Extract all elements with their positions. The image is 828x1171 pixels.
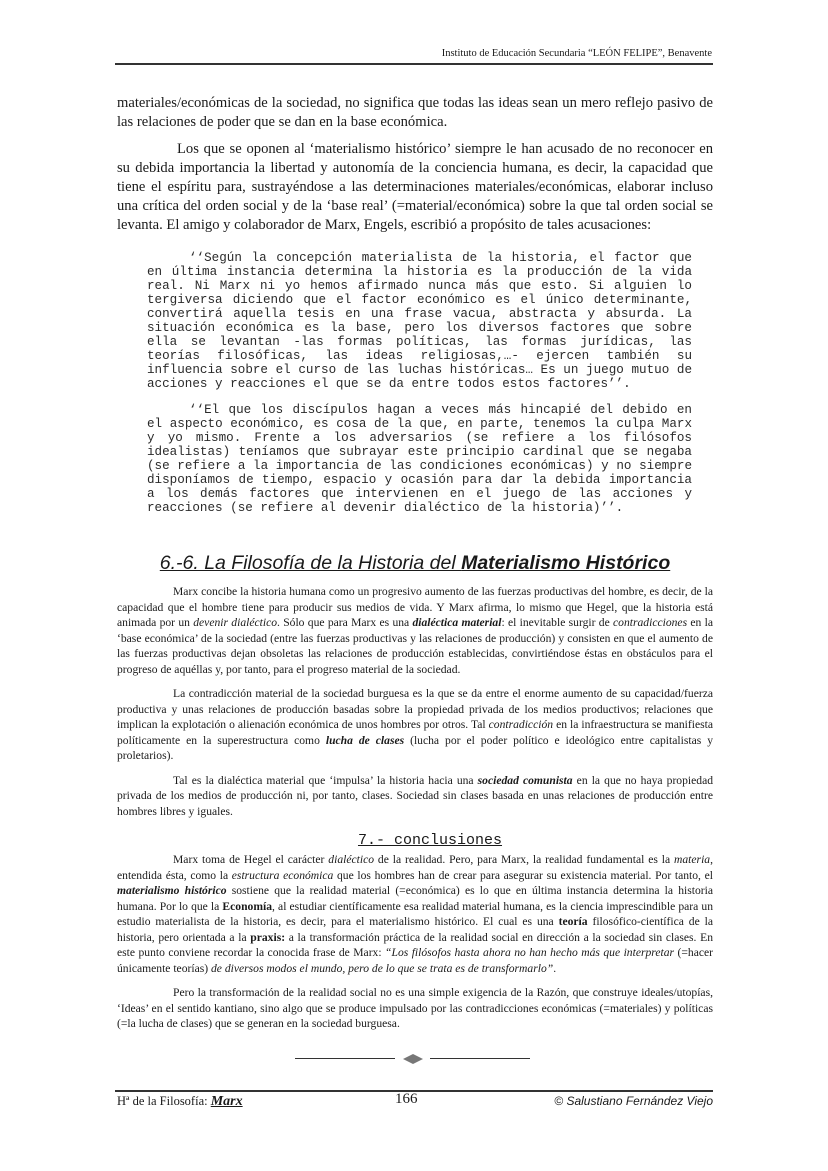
text-run: materialismo histórico — [117, 884, 227, 897]
engels-quote — [147, 251, 692, 527]
text-run: materiales/económicas de la sociedad, no significa que todas las ideas sean un mero reflejo pasivo de las relaciones de poder que se dan en la base económica. — [117, 95, 713, 130]
text-run: contradicción — [488, 718, 554, 731]
text-run: “Los filósofos hasta ahora no han hecho más que interpretar — [385, 946, 675, 959]
running-header: Instituto de Educación Secundaria “LEÓN FELIPE”, Benavente — [441, 48, 712, 59]
diamond-ornament-icon — [403, 1054, 423, 1064]
text-run: praxis: — [250, 930, 286, 944]
text-run: sostiene que la realidad material (=económica) es lo que en última instancia determina la historia humana. Por lo que la — [117, 884, 713, 913]
text-run: devenir dialéctico — [193, 616, 278, 629]
page-number: 166 — [395, 1091, 418, 1107]
footer-subject-name: Marx — [210, 1094, 243, 1109]
text-run: Pero la transformación de la realidad social no es una simple exigencia de la Razón, que construye ideales/utopías, ‘Ideas’ en el sentido kantiano, sino algo que se produce impulsado por las contradicciones económicas (=materiales) y políticas (=la lucha de clases) que se generan en la sociedad burguesa. — [117, 986, 713, 1030]
text-run: de la realidad. Pero, para Marx, la realidad fundamental es la — [374, 853, 675, 866]
text-run: , al estudiar científicamente esa realidad material humana, es la ciencia imprescindible para un estudio materialista de la historia, es decir, para el materialismo histórico. El cual es una — [117, 899, 713, 928]
paragraph — [117, 94, 713, 132]
text-run: (=hacer únicamente teorías) — [117, 946, 713, 975]
separator-line — [430, 1058, 530, 1059]
text-run: La contradicción material de la sociedad burguesa es la que se da entre el enorme aumento de su capacidad/fuerza productiva y unas relaciones de producción basadas sobre la propiedad privada de los medios productivos; relaciones que implican la explotación o alienación económica de unos hombres por otros. Tal — [117, 687, 713, 731]
section-heading — [117, 552, 713, 575]
paragraph — [117, 584, 713, 677]
text-run: dialéctica material — [412, 616, 502, 629]
text-run: sociedad comunista — [477, 773, 573, 787]
text-run: filosófico-científica de la historia, pero orientada a la — [117, 915, 713, 944]
text-run: : el inevitable surgir de — [501, 616, 614, 629]
section-7-body — [117, 852, 713, 1041]
text-run: dialéctico — [328, 853, 375, 866]
text-run: . Sólo que para Marx es una — [277, 616, 413, 629]
paragraph — [117, 985, 713, 1032]
conclusions-heading: 7.- conclusiones — [357, 832, 503, 849]
text-run: materia — [674, 853, 711, 866]
section-heading-text: 6.-6. La Filosofía de la Historia del — [159, 552, 462, 574]
header-rule — [115, 63, 713, 65]
text-run: que los hombres han de crear para asegurar su existencia material. Por tanto, el — [333, 868, 713, 882]
footer-subject-prefix: Hª de la Filosofía: — [117, 1094, 211, 1108]
text-run: Marx concibe la historia humana como un progresivo aumento de las fuerzas productivas del hombre, es decir, de la capacidad que el hombre tiene para producir sus medios de vida. Y Marx afirma, lo mismo que Hegel, que la historia está animada por un — [117, 585, 713, 629]
section-6-body — [117, 584, 713, 828]
text-run: de diversos modos el mundo, pero de lo que se trata es de transformarlo” — [211, 961, 554, 975]
footer-copyright: © Salustiano Fernández Viejo — [554, 1094, 713, 1108]
text-run: en la que no haya propiedad privada de los medios de producción ni, por tanto, clases. Sociedad sin clases basada en unas relaciones de producción entre hombres libres y iguales. — [117, 773, 714, 818]
text-run: Tal es la dialéctica material que ‘impulsa’ la historia hacia una — [173, 773, 478, 787]
text-run: . — [553, 961, 557, 975]
text-run: en la ‘base económica’ de la sociedad (entre las fuerzas productivas y las relaciones de producción) y consisten en que el aumento de las fuerzas productivas dejan obsoletas las relaciones de producción establecidas, convirtiéndose éstas en obstáculos para el progreso de aquéllas y, por tanto, para el progreso material de la sociedad. — [117, 616, 714, 676]
quote-paragraph: ‘‘Según la concepción materialista de la historia, el factor que en última instancia determina la historia es la producción de la vida real. Ni Marx ni yo hemos afirmado nunca más que esto. Si alguien lo tergiversa diciendo que el factor económico es el único determinante, convertirá aquella tesis en una frase vacua, abstracta y absurda. La situación económica es la base, pero los diversos factores que sobre ella se levantan -las formas políticas, las formas jurídicas, las teorías filosóficas, las ideas religiosas,…- ejercen también su influencia sobre el curso de las luchas históricas… Es un juego mutuo de acciones y reacciones el que se da entre todos estos factores’’. — [147, 251, 692, 391]
paragraph — [117, 140, 713, 235]
text-run: , entendida ésta, como la — [117, 853, 713, 882]
text-run: en la infraestructura se manifiesta políticamente en la superestructura como — [117, 718, 713, 747]
paragraph — [117, 852, 713, 976]
separator-line — [295, 1058, 395, 1059]
text-run: Marx toma de Hegel el carácter — [173, 853, 329, 866]
text-run: contradicciones — [613, 616, 688, 629]
paragraph — [117, 686, 713, 764]
footer-subject — [117, 1094, 243, 1110]
text-run: estructura económica — [231, 868, 334, 882]
section-heading-bold: Materialismo Histórico — [461, 552, 671, 574]
text-run: Economía — [222, 899, 273, 913]
intro-section — [117, 94, 713, 243]
text-run: teoría — [558, 915, 588, 928]
text-run: a la transformación práctica de la realidad social en dirección a la sociedad sin clases. En este punto conviene recordar la conocida frase de Marx: — [117, 930, 713, 959]
paragraph — [117, 773, 713, 820]
text-run: lucha de clases — [325, 733, 405, 747]
section-separator — [295, 1054, 530, 1064]
text-run: (lucha por el poder político e ideológico entre capitalistas y proletarios). — [117, 733, 713, 762]
quote-paragraph: ‘‘El que los discípulos hagan a veces más hincapié del debido en el aspecto económico, es cosa de la que, en parte, tenemos la culpa Marx y yo mismo. Frente a los adversarios (se refiere a los filósofos idealistas) teníamos que subrayar este principio cardinal que se negaba (se refiere a la importancia de las condiciones económicas) y no siempre disponíamos de tiempo, espacio y ocasión para dar la debida importancia a los demás factores que intervienen en el juego de las acciones y reacciones (se refiere al devenir dialéctico de la historia)’’. — [147, 403, 692, 515]
text-run: Los que se oponen al ‘materialismo histórico’ siempre le han acusado de no reconocer en su debida importancia la libertad y autonomía de la conciencia humana, es decir, la capacidad que tiene el espíritu para, sustrayéndose a las determinaciones materiales/económicas, elaborar incluso una crítica del orden social y de la ‘base real’ (=material/económica) sobre la que tal orden social se levanta. El amigo y colaborador de Marx, Engels, escribió a propósito de tales acusaciones: — [117, 141, 713, 233]
